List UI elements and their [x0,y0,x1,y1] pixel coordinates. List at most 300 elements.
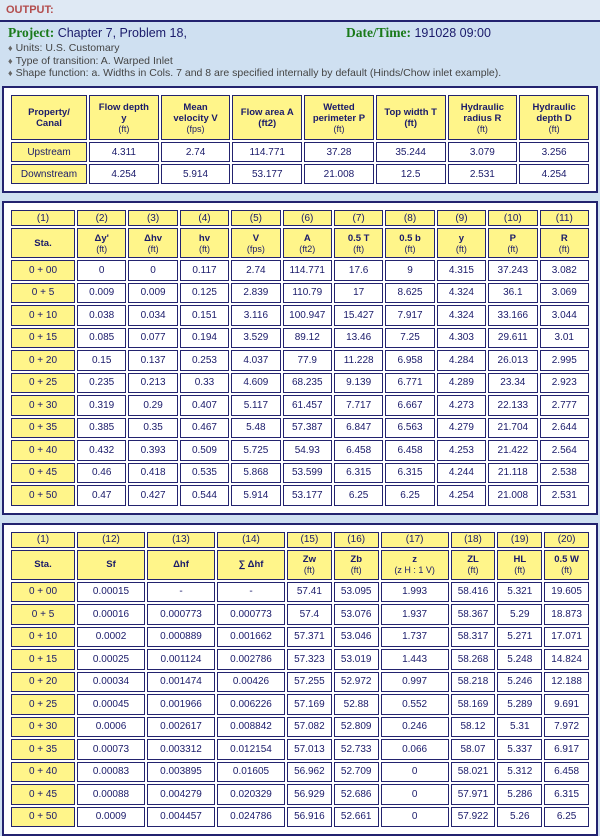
column-header-unit2: (fps) [162,124,230,134]
table-cell: 58.268 [451,649,496,670]
table-cell: 12.5 [376,164,446,184]
table-cell: 0.00088 [77,784,145,805]
column-number: (16) [334,532,379,548]
table-cell: 2.995 [540,350,589,371]
column-number: (19) [497,532,542,548]
station-label: 0 + 45 [11,463,75,484]
table-row [11,762,589,783]
table-row [11,418,589,439]
table-cell: 0.004457 [147,807,215,828]
station-elevations-table [9,530,591,830]
table-cell: 0.000773 [147,604,215,625]
column-header-symbol: Zb [335,554,378,565]
table-cell: 9.691 [544,694,589,715]
bullet-icon: ♦ [8,68,16,78]
column-header-unit: (ft) [335,565,378,575]
table-cell: 5.868 [231,463,280,484]
column-header [77,550,145,580]
table-cell: 4.303 [437,328,486,349]
table-cell: 15.427 [334,305,383,326]
table-cell: 0 [381,762,449,783]
table-cell: 2.564 [540,440,589,461]
shape-text: Shape function: a. Widths in Cols. 7 and 8 are specified internally by default (Hinds/Chow inlet example). [16,67,502,79]
table-cell: 6.847 [334,418,383,439]
column-header-symbol: 0.5 T [335,233,382,244]
column-header-symbol: 0.5 W [545,554,588,565]
column-header-symbol: y [438,233,485,244]
table-cell: 5.248 [497,649,542,670]
column-header [519,95,589,140]
table-cell: 2.538 [540,463,589,484]
table-cell: 0.01605 [217,762,285,783]
table-cell: 3.116 [231,305,280,326]
table-cell: 0.003312 [147,739,215,760]
table-cell: 17.6 [334,260,383,281]
table-cell: 57.082 [287,717,332,738]
table-cell: 0.020329 [217,784,285,805]
table-cell: 0.002617 [147,717,215,738]
table-cell: 0.00025 [77,649,145,670]
table-cell: 7.917 [385,305,434,326]
column-header [231,228,280,258]
table-cell: 5.914 [161,164,231,184]
table-row [11,395,589,416]
station-label: 0 + 30 [11,717,75,738]
table-cell: 3.044 [540,305,589,326]
table-cell: 7.25 [385,328,434,349]
column-header-unit: (z H : 1 V) [382,565,448,575]
table-cell: 0.246 [381,717,449,738]
table-row [11,283,589,304]
table-cell: 0.077 [128,328,177,349]
column-header [77,228,126,258]
table-row [11,649,589,670]
station-label: 0 + 5 [11,283,75,304]
table-cell: 4.253 [437,440,486,461]
column-header [437,228,486,258]
station-label: 0 + 45 [11,784,75,805]
table-cell: 0.544 [180,485,229,506]
project-value: Chapter 7, Problem 18, [58,26,187,40]
table-cell: 58.416 [451,582,496,603]
column-header-symbol: Δhf [148,559,214,570]
column-header [334,228,383,258]
table-cell: 17.071 [544,627,589,648]
table-cell: 4.315 [437,260,486,281]
column-number: (15) [287,532,332,548]
table-cell: 57.387 [283,418,332,439]
table-cell: 52.733 [334,739,379,760]
table-cell: 3.01 [540,328,589,349]
table-cell: 0.00083 [77,762,145,783]
table-cell: 6.563 [385,418,434,439]
table-cell: 1.993 [381,582,449,603]
table-cell: 0.024786 [217,807,285,828]
table-cell: 0.319 [77,395,126,416]
column-header-symbol: HL [498,554,541,565]
table-cell: 52.809 [334,717,379,738]
station-label: 0 + 10 [11,627,75,648]
table-cell: 4.279 [437,418,486,439]
station-label: 0 + 35 [11,739,75,760]
table-cell: 89.12 [283,328,332,349]
column-header-name: Hydraulic [449,102,517,113]
table-cell: 8.625 [385,283,434,304]
column-header-name: Flow depth [90,102,158,113]
station-label: 0 + 20 [11,672,75,693]
project-header [0,22,600,86]
table-cell: 3.529 [231,328,280,349]
column-header-symbol: Δy' [78,233,125,244]
column-header [304,95,374,140]
table-cell: 2.74 [231,260,280,281]
canal-properties-table [9,93,591,186]
table-cell: 53.019 [334,649,379,670]
table-cell: 56.916 [287,807,332,828]
table-cell: 0.385 [77,418,126,439]
table-cell: 0.00426 [217,672,285,693]
table-cell: 5.321 [497,582,542,603]
column-header-unit: (ft) [489,244,536,254]
table-cell: 52.661 [334,807,379,828]
table-cell: 5.117 [231,395,280,416]
column-number: (9) [437,210,486,226]
station-label: 0 + 25 [11,373,75,394]
column-number: (1) [11,210,75,226]
table-cell: 0.001662 [217,627,285,648]
table-cell: 0.35 [128,418,177,439]
units-text: Units: U.S. Customary [16,42,120,54]
table-cell: 29.611 [488,328,537,349]
table-cell: 0.00016 [77,604,145,625]
table-cell: 58.317 [451,627,496,648]
column-header [376,95,446,140]
table-cell: 4.609 [231,373,280,394]
column-header [11,95,87,140]
column-header-unit: y [90,113,158,124]
column-header-unit2: (ft) [520,124,588,134]
datetime [346,24,491,42]
table-cell: 5.31 [497,717,542,738]
column-header [147,550,215,580]
table-cell: 37.28 [304,142,374,162]
station-label: 0 + 40 [11,762,75,783]
table-cell: 0.393 [128,440,177,461]
column-header-symbol: A [284,233,331,244]
station-label: 0 + 5 [11,604,75,625]
table-cell: 2.531 [540,485,589,506]
table-cell: 0.235 [77,373,126,394]
table-cell: 100.947 [283,305,332,326]
bullet-icon: ♦ [8,43,16,53]
table-cell: 0 [381,807,449,828]
column-header-unit: (ft) [541,244,588,254]
column-header [451,550,496,580]
column-header-unit: (ft) [438,244,485,254]
table-cell: 57.255 [287,672,332,693]
table-cell: 57.371 [287,627,332,648]
column-number: (6) [283,210,332,226]
table-row [11,485,589,506]
table-cell: 13.46 [334,328,383,349]
table-cell: 3.256 [519,142,589,162]
table-cell: 3.082 [540,260,589,281]
column-header-symbol: ZL [452,554,495,565]
station-elevations-panel [2,523,598,836]
table-cell: 53.046 [334,627,379,648]
table-cell: 22.133 [488,395,537,416]
table-cell: 5.725 [231,440,280,461]
column-header-symbol: Δhv [129,233,176,244]
table-cell: 4.273 [437,395,486,416]
column-header-unit: (ft) [181,244,228,254]
table-cell: 0.009 [77,283,126,304]
column-header [497,550,542,580]
table-cell: 0.085 [77,328,126,349]
table-cell: 54.93 [283,440,332,461]
table-cell: 5.26 [497,807,542,828]
table-cell: 0.151 [180,305,229,326]
table-cell: - [217,582,285,603]
table-cell: 0.15 [77,350,126,371]
table-cell: 0.001474 [147,672,215,693]
table-row [11,350,589,371]
station-hydraulics-table [9,208,591,508]
column-header-name: Flow area A [233,107,301,118]
table-cell: 5.29 [497,604,542,625]
table-row [11,582,589,603]
station-label: 0 + 00 [11,260,75,281]
column-header-symbol: 0.5 b [386,233,433,244]
column-header-unit: (ft) [78,244,125,254]
table-cell: 0.001966 [147,694,215,715]
column-header-unit2: (ft) [305,124,373,134]
table-cell: 6.458 [334,440,383,461]
table-cell: 1.443 [381,649,449,670]
table-cell: 5.289 [497,694,542,715]
table-cell: 58.021 [451,762,496,783]
table-cell: 5.914 [231,485,280,506]
table-cell: 0.432 [77,440,126,461]
column-header-unit: (fps) [232,244,279,254]
table-cell: 0.137 [128,350,177,371]
station-label: 0 + 40 [11,440,75,461]
table-cell: 57.4 [287,604,332,625]
table-cell: 2.777 [540,395,589,416]
table-cell: 6.315 [544,784,589,805]
table-row [11,260,589,281]
transition-line [8,55,592,68]
transition-text: Type of transition: A. Warped Inlet [16,55,173,67]
column-header [217,550,285,580]
table-cell: 0.00045 [77,694,145,715]
table-cell: 0 [128,260,177,281]
table-cell: 0.0009 [77,807,145,828]
station-label: 0 + 50 [11,807,75,828]
column-header-symbol: V [232,233,279,244]
table-cell: 4.289 [437,373,486,394]
column-header-unit: Canal [12,118,86,129]
table-cell: 57.323 [287,649,332,670]
table-cell: 0.000889 [147,627,215,648]
table-row [11,672,589,693]
table-row [11,739,589,760]
table-cell: 52.709 [334,762,379,783]
station-label: 0 + 20 [11,350,75,371]
table-cell: 0.006226 [217,694,285,715]
table-cell: 2.839 [231,283,280,304]
table-cell: 6.958 [385,350,434,371]
table-cell: 6.315 [385,463,434,484]
table-cell: 21.704 [488,418,537,439]
table-cell: 2.531 [448,164,518,184]
table-row [11,373,589,394]
column-number: (18) [451,532,496,548]
column-header-unit: (ft) [386,244,433,254]
datetime-label: Date/Time: [346,25,411,40]
table-cell: 23.34 [488,373,537,394]
table-cell: 0.33 [180,373,229,394]
column-header [11,550,75,580]
table-cell: 0.00015 [77,582,145,603]
table-cell: 0.00073 [77,739,145,760]
table-cell: 21.008 [488,485,537,506]
table-cell: 56.962 [287,762,332,783]
table-cell: 0.47 [77,485,126,506]
table-row [11,717,589,738]
table-cell: 0.003895 [147,762,215,783]
table-cell: 4.254 [519,164,589,184]
units-line [8,42,592,55]
table-cell: 0.117 [180,260,229,281]
table-cell: 58.12 [451,717,496,738]
table-cell: 6.315 [334,463,383,484]
column-header [283,228,332,258]
table-cell: 0.997 [381,672,449,693]
project-row [8,24,592,42]
column-header-name: Property/ [12,107,86,118]
column-number: (4) [180,210,229,226]
column-header-name: Top width T [377,107,445,118]
table-cell: 0.00034 [77,672,145,693]
station-label: 0 + 50 [11,485,75,506]
table-cell: 5.286 [497,784,542,805]
table-row [11,784,589,805]
table-cell: 0.004279 [147,784,215,805]
station-hydraulics-panel [2,201,598,515]
table-row [11,305,589,326]
table-cell: 53.076 [334,604,379,625]
column-number: (8) [385,210,434,226]
column-header [544,550,589,580]
column-header-unit: velocity V [162,113,230,124]
output-label: OUTPUT: [0,0,600,22]
column-header-unit: (ft2) [284,244,331,254]
table-cell: 0.552 [381,694,449,715]
table-cell: 0.000773 [217,604,285,625]
column-number: (2) [77,210,126,226]
column-header-unit: (ft) [452,565,495,575]
table-cell: 0.012154 [217,739,285,760]
table-cell: 9 [385,260,434,281]
table-cell: 0.407 [180,395,229,416]
table-cell: 37.243 [488,260,537,281]
column-header-unit: (ft) [288,565,331,575]
table-cell: 58.07 [451,739,496,760]
column-header-name: Mean [162,102,230,113]
table-cell: 2.644 [540,418,589,439]
table-cell: 6.771 [385,373,434,394]
station-label: 0 + 10 [11,305,75,326]
column-header [540,228,589,258]
column-header [385,228,434,258]
table-cell: 0.253 [180,350,229,371]
table-cell: 0.008842 [217,717,285,738]
table-cell: 4.037 [231,350,280,371]
column-header-symbol: P [489,233,536,244]
table-cell: 0 [77,260,126,281]
column-number: (7) [334,210,383,226]
shape-line [8,67,592,80]
station-label: 0 + 15 [11,328,75,349]
table-cell: 6.25 [544,807,589,828]
table-cell: 0 [381,784,449,805]
table-cell: 68.235 [283,373,332,394]
table-cell: 4.311 [89,142,159,162]
table-cell: 1.937 [381,604,449,625]
table-cell: 0.009 [128,283,177,304]
table-cell: 0.427 [128,485,177,506]
table-cell: 57.013 [287,739,332,760]
table-cell: 6.25 [385,485,434,506]
table-cell: 58.218 [451,672,496,693]
table-cell: 12.188 [544,672,589,693]
table-row [11,164,589,184]
column-header-symbol: ∑ Δhf [218,559,284,570]
table-cell: 0.467 [180,418,229,439]
table-row [11,807,589,828]
column-header-symbol: R [541,233,588,244]
column-header-unit: perimeter P [305,113,373,124]
column-header-unit2: (ft) [449,124,517,134]
table-cell: 7.717 [334,395,383,416]
row-label: Upstream [11,142,87,162]
table-cell: 57.41 [287,582,332,603]
table-cell: 114.771 [283,260,332,281]
station-label: 0 + 15 [11,649,75,670]
table-cell: 58.367 [451,604,496,625]
table-cell: 2.74 [161,142,231,162]
table-cell: 0.001124 [147,649,215,670]
table-row [11,440,589,461]
column-number: (11) [540,210,589,226]
table-cell: 53.095 [334,582,379,603]
table-cell: 6.917 [544,739,589,760]
table-cell: 0.066 [381,739,449,760]
table-cell: 4.254 [89,164,159,184]
column-header [334,550,379,580]
table-cell: 0.29 [128,395,177,416]
column-number: (14) [217,532,285,548]
column-header [180,228,229,258]
row-label: Downstream [11,164,87,184]
station-label: 0 + 00 [11,582,75,603]
column-header-symbol: hv [181,233,228,244]
column-number: (10) [488,210,537,226]
column-header [89,95,159,140]
table-cell: 0.002786 [217,649,285,670]
column-number: (12) [77,532,145,548]
